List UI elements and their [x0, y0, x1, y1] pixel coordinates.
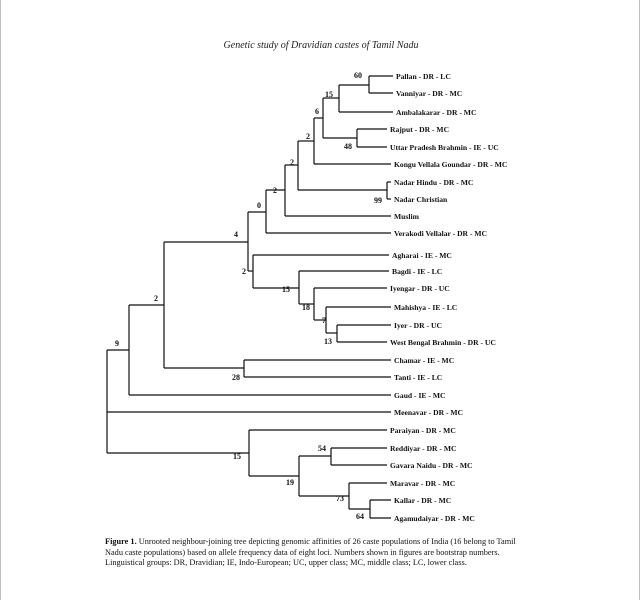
bootstrap-value: 2: [242, 267, 246, 276]
bootstrap-value: 73: [336, 494, 344, 503]
bootstrap-value: 2: [290, 158, 294, 167]
taxon-label: Meenavar - DR - MC: [394, 408, 464, 417]
taxon-label: Agamudaiyar - DR - MC: [394, 514, 475, 523]
figure-caption: [105, 537, 535, 569]
bootstrap-value: 2: [306, 132, 310, 141]
phylogenetic-tree: [1, 0, 640, 600]
bootstrap-value: 19: [286, 478, 294, 487]
taxon-label: Mahishya - IE - LC: [394, 303, 458, 312]
taxon-labels: [390, 72, 507, 523]
taxon-label: Iyer - DR - UC: [394, 321, 442, 330]
caption-text: Unrooted neighbour-joining tree depicting genomic affinities of 26 caste populations of India (16 belong to Tamil Nadu caste populations) based on allele frequency data of eight loci. Numbers shown in figures are bootstrap numbers. Linguistical groups: DR, Dravidian; IE, Indo-European; UC, upper class; MC, middle class; LC, lower class.: [105, 537, 516, 567]
taxon-label: Iyengar - DR - UC: [390, 284, 450, 293]
taxon-label: Vanniyar - DR - MC: [396, 89, 463, 98]
taxon-label: Uttar Pradesh Brahmin - IE - UC: [390, 143, 499, 152]
taxon-label: Chamar - IE - MC: [394, 356, 455, 365]
taxon-label: Kallar - DR - MC: [394, 496, 452, 505]
taxon-label: Bagdi - IE - LC: [392, 267, 443, 276]
taxon-label: Verakodi Vellalar - DR - MC: [394, 229, 488, 238]
bootstrap-value: 13: [324, 337, 332, 346]
bootstrap-value: 48: [344, 142, 352, 151]
taxon-label: Maravar - DR - MC: [390, 479, 456, 488]
bootstrap-value: 0: [257, 201, 261, 210]
bootstrap-value: 54: [318, 444, 326, 453]
taxon-label: Muslim: [394, 212, 419, 221]
bootstrap-value: 99: [374, 196, 382, 205]
taxon-label: Pallan - DR - LC: [396, 72, 451, 81]
bootstrap-value: 15: [282, 285, 290, 294]
taxon-label: Agharai - IE - MC: [392, 251, 452, 260]
taxon-label: Gavara Naidu - DR - MC: [390, 461, 473, 470]
taxon-label: Nadar Christian: [394, 195, 448, 204]
bootstrap-value: 15: [233, 452, 241, 461]
running-head: Genetic study of Dravidian castes of Tamil Nadu: [223, 40, 419, 51]
taxon-label: Reddiyar - DR - MC: [390, 444, 457, 453]
bootstrap-value: 9: [115, 339, 119, 348]
bootstrap-value: 28: [232, 373, 240, 382]
bootstrap-value: 6: [315, 107, 319, 116]
figure-label: Figure 1.: [105, 537, 137, 546]
bootstrap-value: 60: [354, 71, 362, 80]
taxon-label: Paraiyan - DR - MC: [390, 426, 456, 435]
bootstrap-value: 4: [234, 230, 238, 239]
taxon-label: Nadar Hindu - DR - MC: [394, 178, 474, 187]
taxon-label: Rajput - DR - MC: [390, 125, 450, 134]
taxon-label: Tanti - IE - LC: [394, 373, 443, 382]
taxon-label: Kongu Vellala Goundar - DR - MC: [394, 160, 508, 169]
taxon-label: Ambalakarar - DR - MC: [396, 108, 477, 117]
bootstrap-value: 2: [154, 294, 158, 303]
bootstrap-value: 18: [302, 303, 310, 312]
bootstrap-value: 2: [273, 186, 277, 195]
bootstrap-value: 64: [356, 512, 364, 521]
taxon-label: Gaud - IE - MC: [394, 391, 446, 400]
taxon-label: West Bengal Brahmin - DR - UC: [390, 338, 496, 347]
bootstrap-value: 15: [325, 90, 333, 99]
bootstrap-value: 7: [322, 316, 326, 325]
